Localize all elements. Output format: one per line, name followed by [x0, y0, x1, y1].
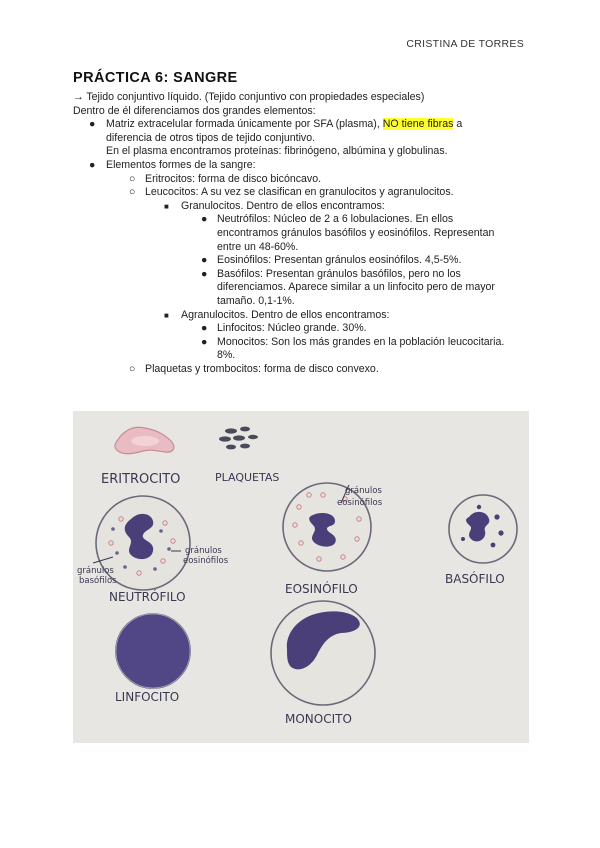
- blood-cells-drawing: [73, 411, 529, 743]
- list-item-agranulocitos: ■ Agranulocitos. Dentro de ellos encontramos:: [164, 308, 390, 321]
- author-name: CRISTINA DE TORRES: [406, 38, 524, 50]
- bullet-icon: ●: [201, 267, 208, 280]
- label-monocito: MONOCITO: [285, 712, 352, 726]
- bullet-icon: ●: [89, 158, 96, 171]
- bullet-icon: ●: [201, 322, 208, 335]
- label-basofilo: BASÓFILO: [445, 572, 505, 586]
- list-item-eosinofilos: ● Eosinófilos: Presentan gránulos eosinófilos. 4,5-5%.: [201, 254, 462, 267]
- list-item-basofilos: ● Basófilos: Presentan gránulos basófilos, pero no los diferenciamos. Aparece similar a un linfocito pero de mayor tamaño. 0,1-1%.: [201, 267, 495, 307]
- intro-line-2: Dentro de él diferenciamos dos grandes elementos:: [73, 104, 316, 117]
- square-bullet-icon: ■: [164, 201, 169, 211]
- label-linfocito: LINFOCITO: [115, 690, 180, 704]
- label-granulos-eos-2: eosinófilos: [183, 556, 229, 566]
- page-title: PRÁCTICA 6: SANGRE: [73, 70, 238, 86]
- highlight-no-fibras: NO tiene fibras: [382, 118, 454, 131]
- bullet-icon: ●: [201, 335, 208, 348]
- erythrocyte-center: [131, 436, 159, 446]
- list-item-monocitos: ● Monocitos: Son los más grandes en la población leucocitaria. 8%.: [201, 335, 505, 362]
- list-item-matrix: ● Matriz extracelular formada únicamente por SFA (plasma), NO tiene fibras a diferencia de otros tipos de tejido conjuntivo. En el plasma encontramos proteínas: fibrinógeno, albúmina y globulinas.: [89, 118, 463, 158]
- bullet-icon: ●: [201, 213, 208, 226]
- intro-line: → Tejido conjuntivo líquido. (Tejido conjuntivo con propiedades especiales): [73, 91, 425, 103]
- notes-body: [73, 91, 533, 376]
- label-eritrocito: ERITROCITO: [101, 472, 181, 487]
- label-granulos-basofilos: gránulos: [77, 566, 114, 576]
- circle-bullet-icon: ○: [129, 362, 136, 375]
- label-eos-granulos-2: eosinófilos: [337, 498, 383, 508]
- label-eosinofilo: EOSINÓFILO: [285, 582, 358, 596]
- list-item-formed: ● Elementos formes de la sangre:: [89, 158, 256, 171]
- circle-bullet-icon: ○: [129, 172, 136, 185]
- list-item-plaquetas: ○ Plaquetas y trombocitos: forma de disco convexo.: [129, 362, 379, 375]
- label-granulos-eos: gránulos: [185, 546, 222, 556]
- list-item-granulocitos: ■ Granulocitos. Dentro de ellos encontramos:: [164, 199, 385, 212]
- label-plaquetas: PLAQUETAS: [215, 471, 280, 484]
- bullet-icon: ●: [89, 118, 96, 131]
- list-item-linfocitos: ● Linfocitos: Núcleo grande. 30%.: [201, 322, 367, 335]
- platelets-icon: [219, 427, 258, 450]
- list-item-eritrocitos: ○ Eritrocitos: forma de disco bicóncavo.: [129, 172, 322, 185]
- bullet-icon: ●: [201, 254, 208, 267]
- circle-bullet-icon: ○: [129, 186, 136, 199]
- label-eos-granulos: gránulos: [345, 486, 382, 496]
- label-granulos-basofilos-2: basófilos: [79, 576, 117, 586]
- drawing-svg: [73, 411, 529, 743]
- square-bullet-icon: ■: [164, 310, 169, 320]
- list-item-leucocitos: ○ Leucocitos: A su vez se clasifican en granulocitos y agranulocitos.: [129, 186, 454, 199]
- list-item-neutrofilos: ● Neutrófilos: Núcleo de 2 a 6 lobulaciones. En ellos encontramos gránulos basófilos y eosinófilos. Representan entre un 48-60%.: [201, 213, 495, 253]
- label-neutrofilo: NEUTRÓFILO: [109, 590, 186, 604]
